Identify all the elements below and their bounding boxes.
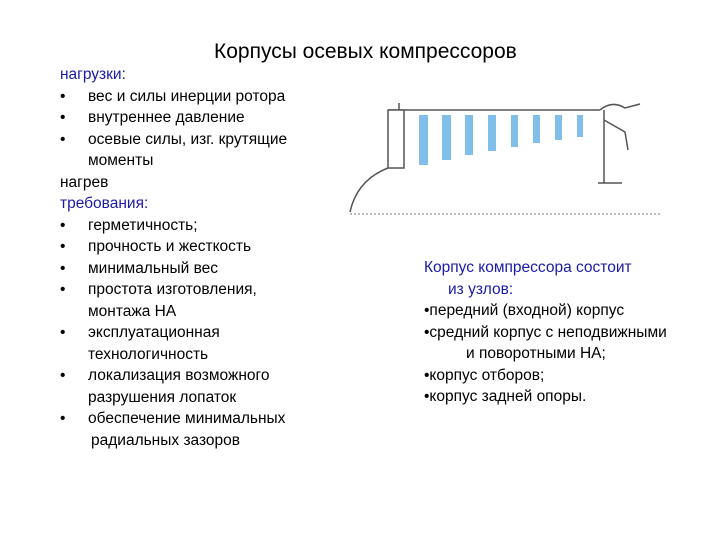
list-item-line: эксплуатационная bbox=[88, 324, 220, 341]
rear-support-arm bbox=[604, 120, 628, 150]
list-item-line: монтажа НА bbox=[88, 302, 177, 320]
list-item-line: технологичность bbox=[88, 345, 209, 363]
stator-blade bbox=[419, 115, 428, 165]
inlet-casing-curve bbox=[350, 168, 388, 212]
composition-heading-line1: Корпус компрессора состоит bbox=[424, 259, 632, 276]
rear-support-curve bbox=[600, 104, 640, 110]
requirements-heading: требования: bbox=[60, 195, 149, 212]
bullet-symbol: • bbox=[60, 324, 66, 341]
list-item-text: вес и силы инерции ротора bbox=[88, 87, 286, 105]
stator-blade bbox=[555, 115, 562, 140]
list-item-line: моменты bbox=[88, 152, 154, 169]
list-item-text: минимальный вес bbox=[88, 259, 219, 277]
list-item: •корпус задней опоры. bbox=[424, 388, 587, 405]
list-item-text: прочность и жесткость bbox=[88, 238, 252, 255]
bullet-symbol: • bbox=[60, 238, 66, 255]
list-item: •средний корпус с неподвижными bbox=[424, 323, 667, 341]
list-item-line: разрушения лопаток bbox=[88, 388, 237, 406]
list-item: и поворотными НА; bbox=[466, 345, 606, 362]
stator-blade bbox=[533, 115, 540, 143]
list-item-text: внутреннее давление bbox=[88, 109, 245, 126]
bullet-symbol: • bbox=[60, 367, 66, 384]
bullet-symbol: • bbox=[60, 259, 66, 277]
list-item-line: простота изготовления, bbox=[88, 281, 257, 298]
stator-blade bbox=[577, 115, 583, 137]
bullet-symbol: • bbox=[60, 216, 66, 234]
page-title: Корпусы осевых компрессоров bbox=[214, 40, 517, 63]
inlet-casing-block bbox=[388, 110, 404, 168]
list-item-line: осевые силы, изг. крутящие bbox=[88, 130, 288, 148]
loads-heading: нагрузки: bbox=[60, 66, 126, 83]
list-item-line: локализация возможного bbox=[88, 367, 270, 384]
bullet-symbol: • bbox=[60, 87, 66, 105]
list-item-line: обеспечение минимальных bbox=[88, 410, 286, 427]
stator-blade bbox=[465, 115, 473, 155]
list-item-text: герметичность; bbox=[88, 216, 198, 234]
bullet-symbol: • bbox=[60, 281, 66, 298]
bullet-symbol: • bbox=[60, 109, 66, 126]
list-item-line: радиальных зазоров bbox=[91, 431, 241, 449]
stator-blade bbox=[442, 115, 451, 160]
list-item: •передний (входной) корпус bbox=[424, 302, 625, 319]
stator-blade bbox=[511, 115, 518, 147]
heating-label: нагрев bbox=[60, 173, 109, 191]
composition-block bbox=[424, 257, 716, 408]
bullet-symbol: • bbox=[60, 130, 66, 148]
stator-blade bbox=[488, 115, 496, 151]
list-item: •корпус отборов; bbox=[424, 366, 545, 384]
composition-heading-line2: из узлов: bbox=[448, 280, 514, 298]
bullet-symbol: • bbox=[60, 410, 66, 427]
